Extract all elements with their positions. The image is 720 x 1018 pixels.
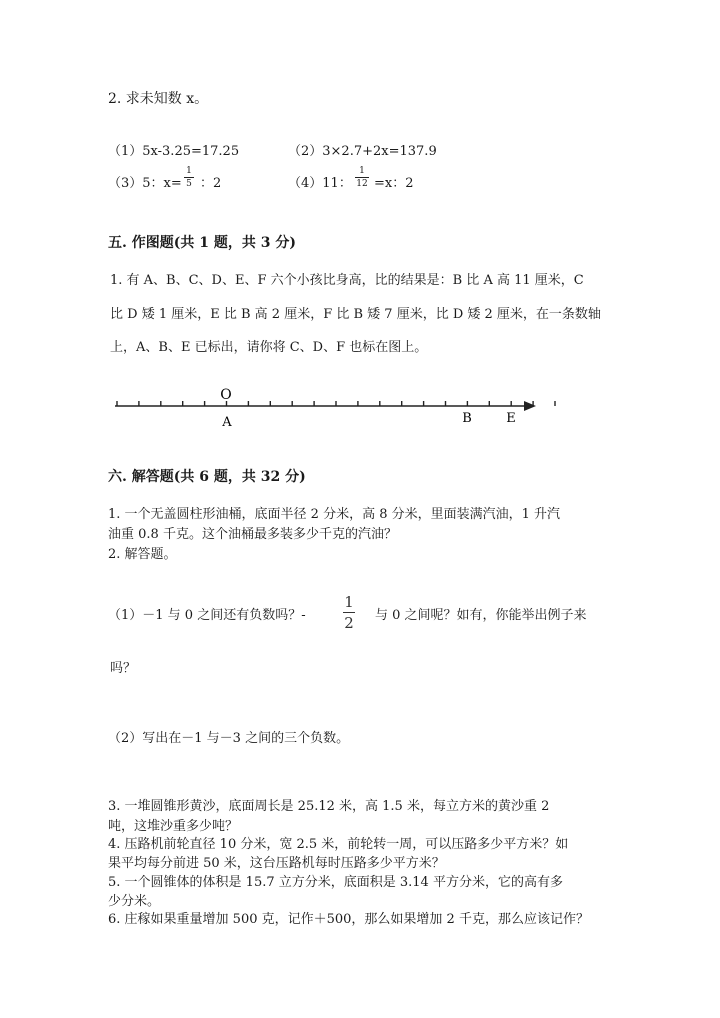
equation-4-suffix: =x：2 [374,176,414,191]
section-6-q4-line-1: 4. 压路机前轮直径 10 分米，宽 2.5 米，前轮转一周，可以压路多少平方米？如 [108,837,569,852]
number-line [0,380,720,430]
section-6-title: 六. 解答题(共 6 题，共 32 分) [108,469,306,485]
equation-3-fraction [184,166,194,189]
point-a-label: A [222,415,232,430]
section-5-question-line-2: 比 D 矮 1 厘米，E 比 B 高 2 厘米，F 比 B 矮 7 厘米，比 D 矮 2 厘米，在一条数轴 [110,307,601,322]
section-6-q1-line-2: 油重 0.8 千克。这个油桶最多装多少千克的汽油？ [108,527,397,542]
q2-sub-1-prefix: （1）－1 与 0 之间还有负数吗？- [108,608,306,623]
fraction-numerator: 1 [186,166,192,176]
section-6-q6: 6. 庄稼如果重量增加 500 克，记作＋500，那么如果增加 2 千克，那么应该记作？ [108,912,589,927]
point-b-label: B [462,411,472,426]
section-6-q1-line-1: 1. 一个无盖圆柱形油桶，底面半径 2 分米，高 8 分米，里面装满汽油，1 升汽 [108,507,561,522]
section-6-q5-line-2: 少分米。 [108,894,161,909]
equation-1: （1）5x-3.25=17.25 [108,144,240,159]
point-e-label: E [506,411,516,426]
q2-sub-1-fraction [343,594,355,631]
fraction-numerator: 1 [344,593,354,611]
equation-3-prefix: （3）5：x= [108,176,182,191]
section-6-q4-line-2: 果平均每分前进 50 米，这台压路机每时压路多少平方米？ [108,856,445,871]
question-2-title: 2. 求未知数 x。 [108,91,209,107]
section-6-q3-line-2: 吨，这堆沙重多少吨？ [108,819,239,834]
fraction-denominator: 12 [356,179,368,189]
fraction-numerator: 1 [359,166,365,176]
q2-sub-1-continuation: 吗？ [110,661,137,676]
section-5-question-line-1: 1. 有 A、B、C、D、E、F 六个小孩比身高，比的结果是：B 比 A 高 11 厘米，C [110,273,584,288]
number-line-ticks [117,401,555,406]
number-line-arrow [524,401,536,411]
section-6-q3-line-1: 3. 一堆圆锥形黄沙，底面周长是 25.12 米，高 1.5 米，每立方米的黄沙重 2 [108,799,550,814]
equation-4-prefix: （4）11： [288,176,352,191]
section-6-q2-title: 2. 解答题。 [108,547,177,562]
equation-2: （2）3×2.7+2x=137.9 [288,144,437,159]
equation-4-fraction [355,166,369,189]
section-5-title: 五. 作图题(共 1 题，共 3 分) [108,235,296,251]
origin-label: O [220,387,232,403]
section-6-q5-line-1: 5. 一个圆锥体的体积是 15.7 立方分米，底面积是 3.14 平方分米，它的高有多 [108,875,563,890]
fraction-denominator: 5 [186,179,192,189]
section-6-q2-sub-2: （2）写出在－1 与－3 之间的三个负数。 [108,731,350,746]
fraction-denominator: 2 [344,614,354,632]
equation-3-suffix: ：2 [200,176,222,191]
q2-sub-1-suffix: 与 0 之间呢？如有，你能举出例子来 [375,608,587,623]
section-5-question-line-3: 上，A、B、E 已标出，请你将 C、D、F 也标在图上。 [110,340,428,355]
